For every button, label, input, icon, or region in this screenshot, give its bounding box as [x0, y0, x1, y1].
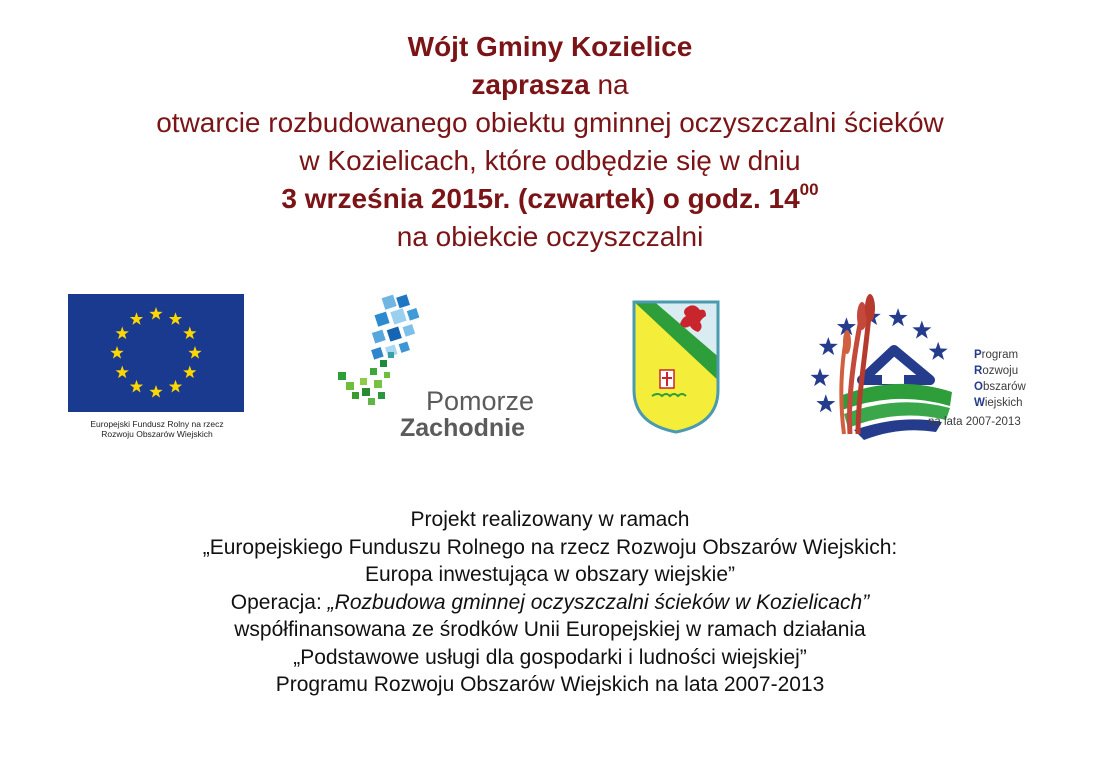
- invitation: [0, 28, 1100, 256]
- project-line3: Europa inwestująca w obszary wiejskie”: [365, 563, 735, 586]
- project-line6: „Podstawowe usługi dla gospodarki i ludności wiejskiej”: [293, 645, 807, 669]
- project-info: [0, 506, 1100, 699]
- prow-star-icon: [819, 337, 838, 355]
- zachodnie-word: Zachodnie: [400, 414, 526, 442]
- operation-label: Operacja:: [230, 590, 328, 614]
- invitation-verb: zaprasza: [471, 69, 590, 100]
- prow-line-wiejskich: Wiejskich: [974, 397, 1023, 409]
- project-line2: „Europejskiego Funduszu Rolnego na rzecz Rozwoju Obszarów Wiejskich:: [202, 535, 898, 559]
- eu-logo: [68, 294, 246, 439]
- pomorze-word: Pomorze: [426, 386, 535, 416]
- eu-caption-line1: Europejski Fundusz Rolny na rzecz: [90, 419, 224, 429]
- project-line1: Projekt realizowany w ramach: [410, 508, 690, 531]
- kozielice-crest: [630, 298, 722, 436]
- prow-line-program: Program: [974, 349, 1019, 361]
- eu-caption: [68, 419, 246, 439]
- logo-row: [0, 290, 1100, 450]
- prow-star-icon: [816, 394, 835, 412]
- invitation-location: na obiekcie oczyszczalni: [396, 221, 704, 252]
- invitation-host: Wójt Gminy Kozielice: [407, 31, 693, 62]
- eu-caption-line2: Rozwoju Obszarów Wiejskich: [101, 429, 213, 439]
- prow-years: na lata 2007-2013: [928, 416, 1021, 428]
- invitation-event-line2: w Kozielicach, które odbędzie się w dniu: [299, 145, 801, 176]
- prow-logo: [800, 294, 1040, 444]
- prow-star-icon: [810, 368, 829, 386]
- prow-star-icon: [889, 308, 908, 326]
- prow-star-icon: [912, 321, 931, 339]
- pomorze-zachodnie-mark-icon: [334, 290, 434, 415]
- project-line7: Programu Rozwoju Obszarów Wiejskich na lata 2007-2013: [275, 673, 825, 696]
- pomorze-zachodnie-logo: [334, 290, 544, 440]
- invitation-time-minutes: 00: [799, 180, 819, 199]
- invitation-date-time: 3 września 2015r. (czwartek) o godz. 14: [281, 183, 800, 214]
- invitation-verb-line: [0, 66, 1100, 104]
- prow-wordmark: [974, 347, 1026, 411]
- invitation-event-line1: otwarcie rozbudowanego obiektu gminnej oczyszczalni ścieków: [156, 107, 944, 138]
- invitation-verb-suffix: na: [589, 69, 629, 100]
- prow-line-obszarow: Obszarów: [974, 381, 1026, 393]
- invitation-date-line: [0, 180, 1100, 218]
- crest-shield-icon: [630, 298, 722, 436]
- project-line5: współfinansowana ze środków Unii Europejskiej w ramach działania: [234, 618, 866, 641]
- eu-flag-icon: [68, 294, 244, 412]
- project-line4: [0, 589, 1100, 617]
- prow-star-icon: [929, 342, 948, 360]
- prow-line-rozwoju: Rozwoju: [974, 365, 1019, 377]
- operation-title: „Rozbudowa gminnej oczyszczalni ścieków w Kozielicach”: [327, 590, 870, 614]
